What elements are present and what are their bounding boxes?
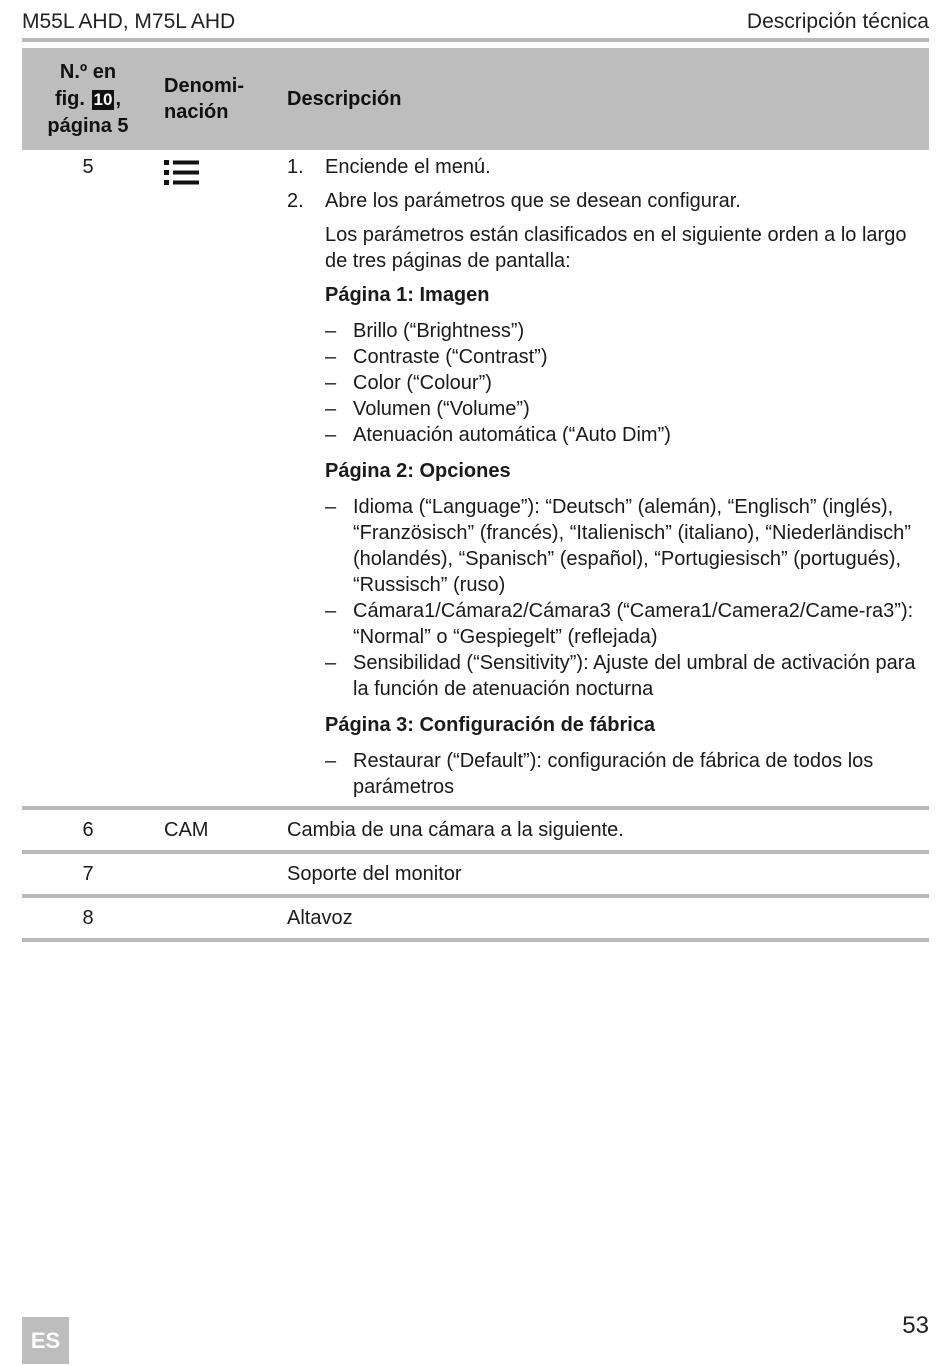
row-number: 7 <box>22 852 154 896</box>
page3-title: Página 3: Configuración de fábrica <box>325 714 656 736</box>
col-name-header: Denomi- nación <box>154 48 287 150</box>
figure-ref: 10 <box>93 89 113 109</box>
list-item: – Volumen (“Volume”) <box>325 398 530 420</box>
list-item: 1. Enciende el menú. <box>287 156 491 178</box>
row-description <box>287 150 929 808</box>
table-row <box>22 808 929 852</box>
list-item: 2. Abre los parámetros que se desean configurar. <box>287 190 741 212</box>
col-number-header: N.º en fig. 10 , página 5 <box>22 48 154 150</box>
list-item: – Contraste (“Contrast”) <box>325 346 548 368</box>
menu-list-icon <box>164 160 200 186</box>
row-name <box>154 896 287 940</box>
page2-title: Página 2: Opciones <box>325 460 511 482</box>
list-item: – Restaurar (“Default”): configuración de fábrica de todos los parámetros <box>325 750 874 798</box>
intro-paragraph: Los parámetros están clasificados en el siguiente orden a lo largo de tres páginas de pantalla: <box>325 224 907 272</box>
language-badge: ES <box>22 1317 69 1364</box>
page1-title: Página 1: Imagen <box>325 284 490 306</box>
page2-list <box>325 494 929 702</box>
page1-list <box>325 318 929 448</box>
list-item: – Cámara1/Cámara2/Cámara3 (“Camera1/Camera2/Came-ra3”): “Normal” o “Gespiegelt” (reflejada) <box>325 600 914 648</box>
row-description: Cambia de una cámara a la siguiente. <box>287 808 929 852</box>
list-item: – Atenuación automática (“Auto Dim”) <box>325 424 671 446</box>
row-description: Soporte del monitor <box>287 852 929 896</box>
col-desc-header: Descripción <box>287 48 929 150</box>
list-item: – Sensibilidad (“Sensitivity”): Ajuste del umbral de activación para la función de atenuación nocturna <box>325 652 916 700</box>
row-description: Altavoz <box>287 896 929 940</box>
list-item: – Idioma (“Language”): “Deutsch” (alemán), “Englisch” (inglés), “Französisch” (francés), “Italienisch” (italiano), “Niederländisch” (holandés), “Spanisch” (español), “Portugiesisch” (portugués), “Russisch” (ruso) <box>325 496 911 596</box>
list-item: – Color (“Colour”) <box>325 372 492 394</box>
header-section: Descripción técnica <box>746 10 929 33</box>
row-name: CAM <box>154 808 287 852</box>
header-model: M55L AHD, M75L AHD <box>22 10 236 33</box>
table-row <box>22 896 929 940</box>
row-number: 5 <box>82 156 94 178</box>
page3-list <box>325 748 929 800</box>
table-header-row <box>22 48 929 150</box>
steps-list <box>287 154 929 214</box>
list-item: – Brillo (“Brightness”) <box>325 320 525 342</box>
row-number: 6 <box>22 808 154 852</box>
row-name <box>154 150 287 808</box>
table-row <box>22 852 929 896</box>
page-number: 53 <box>902 1312 929 1339</box>
table-row <box>22 150 929 808</box>
row-number: 8 <box>22 896 154 940</box>
spec-table <box>22 48 929 942</box>
row-name <box>154 852 287 896</box>
page-header <box>22 6 929 42</box>
